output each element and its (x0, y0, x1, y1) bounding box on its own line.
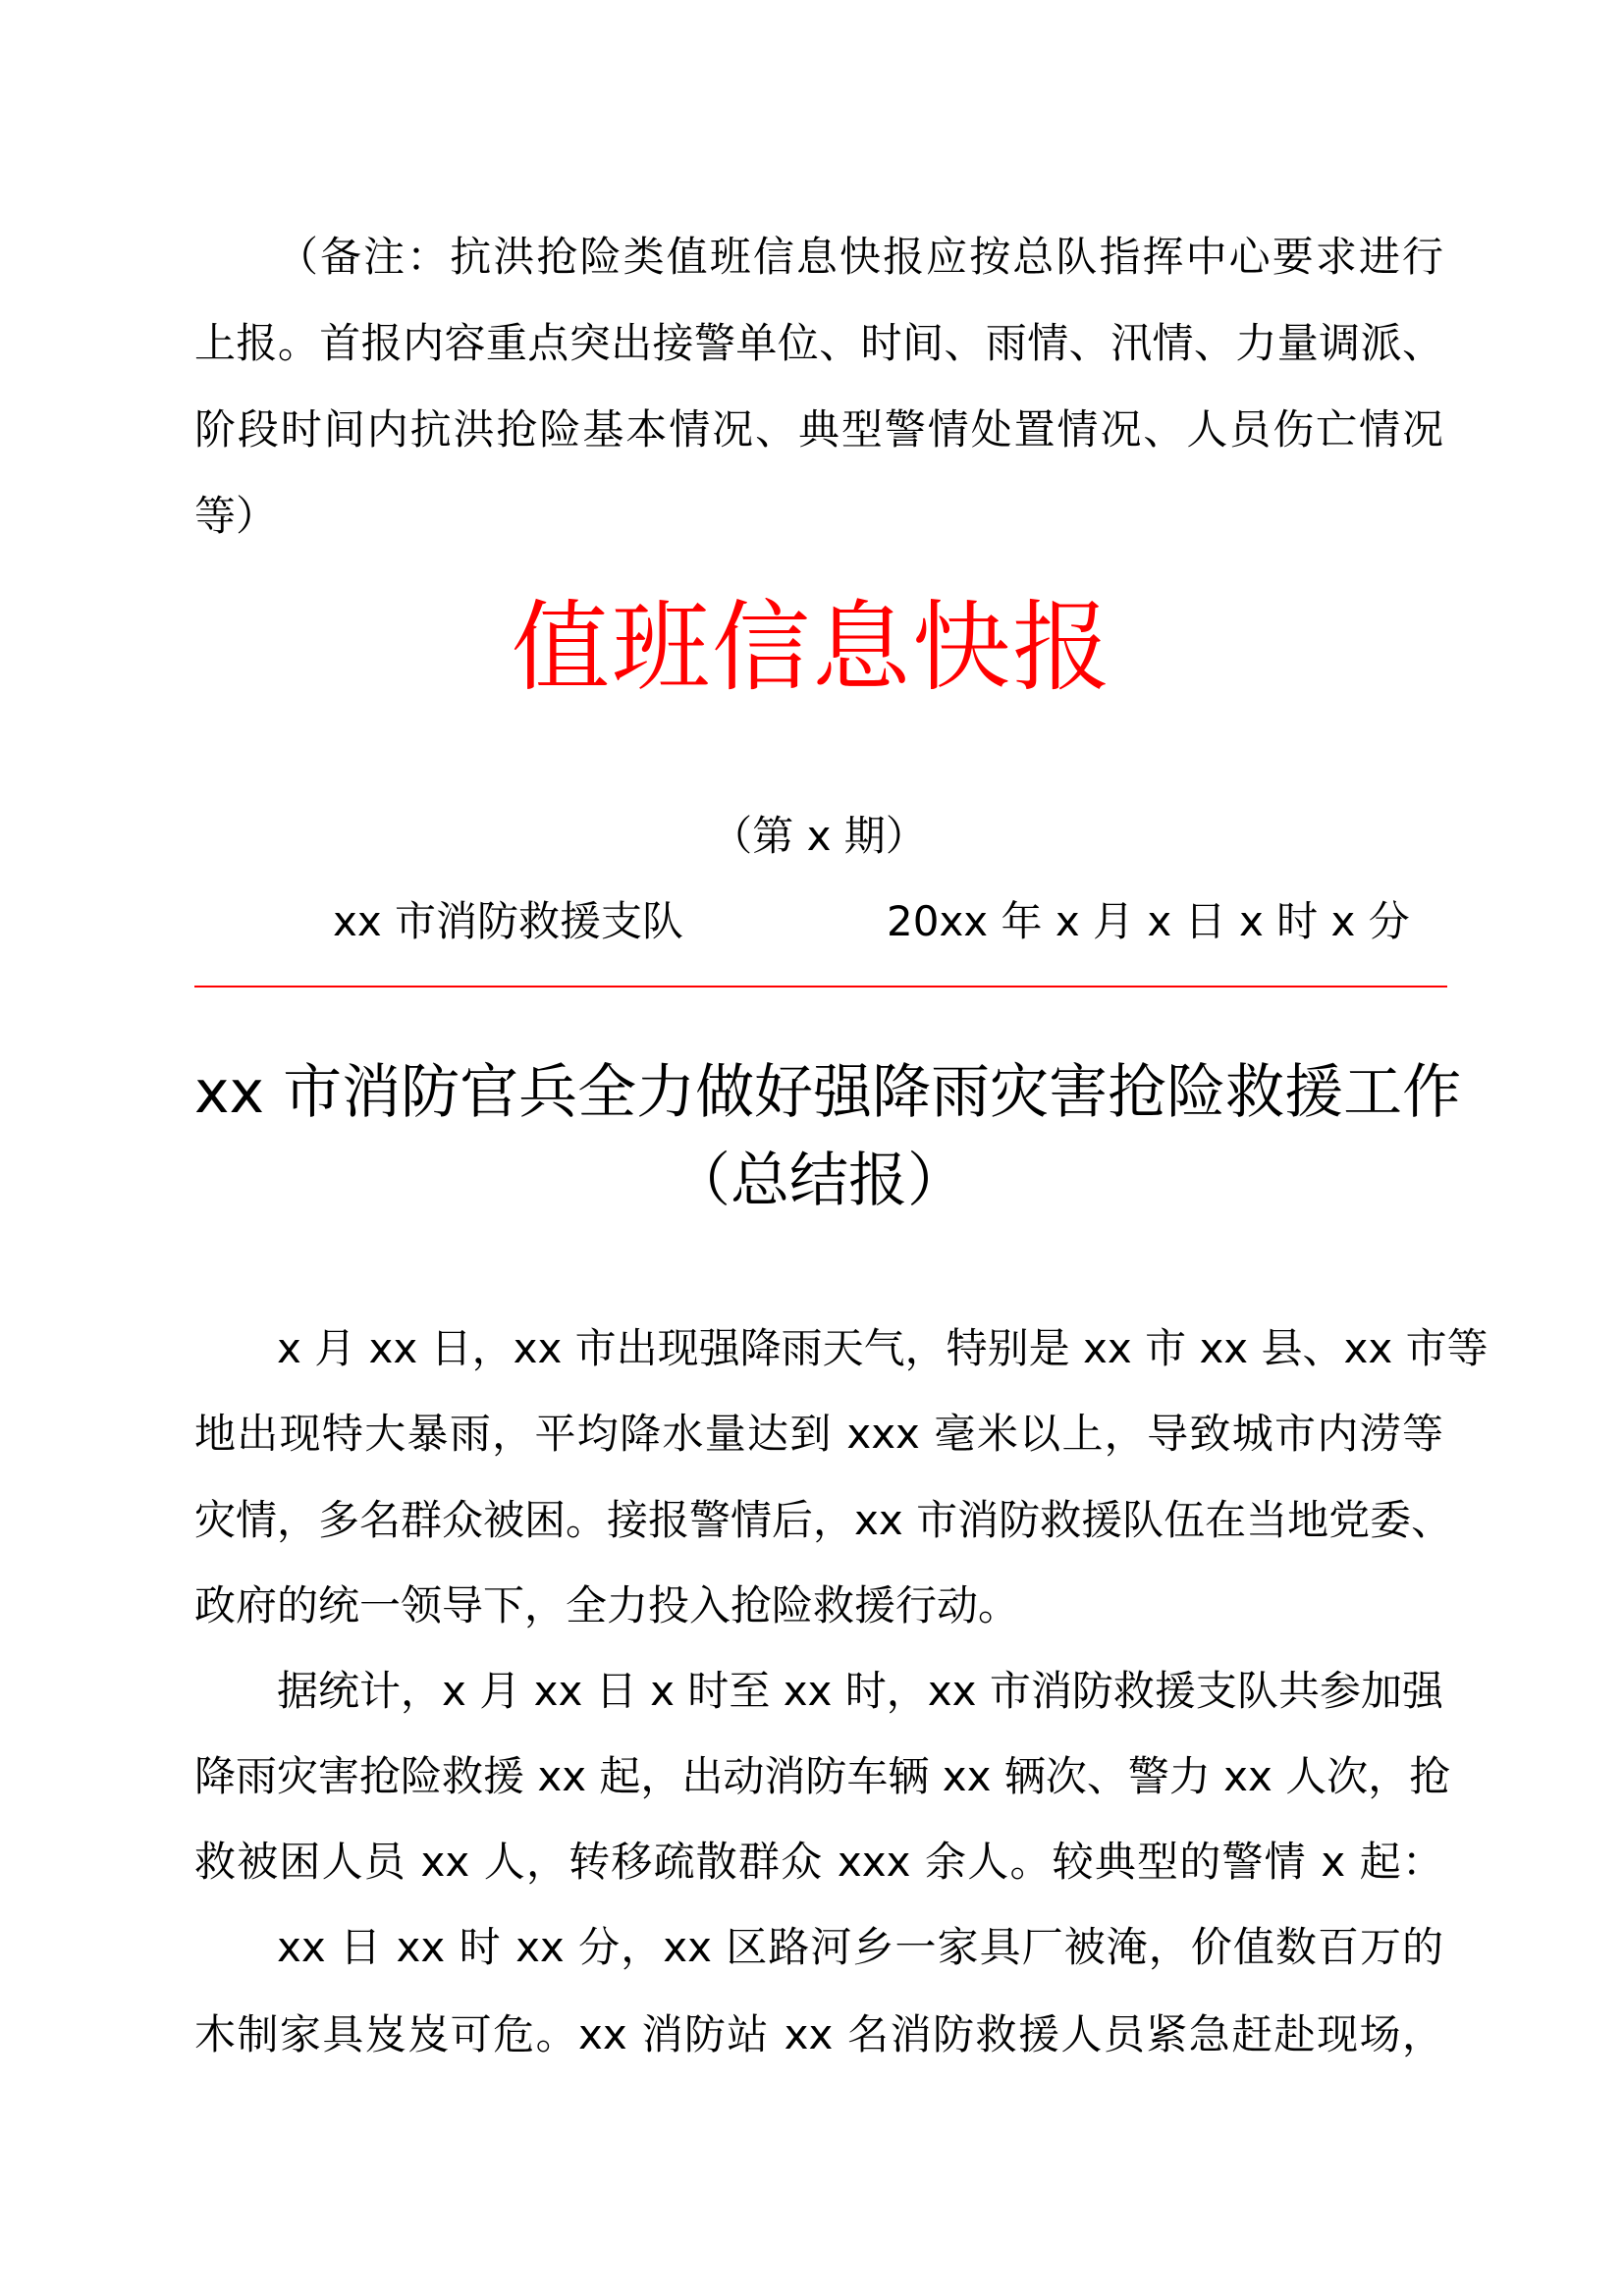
issue-datetime: 20xx 年 x 月 x 日 x 时 x 分 (887, 897, 1410, 945)
note-line: 等） (194, 492, 278, 540)
body-line: xx 日 xx 时 xx 分，xx 区路河乡一家具厂被淹，价值数百万的 (277, 1923, 1443, 1971)
article-heading: xx 市消防官兵全力做好强降雨灾害抢险救援工作 (194, 1058, 1462, 1127)
bulletin-title: 值班信息快报 (512, 590, 1112, 705)
body-line: 灾情，多名群众被困。接报警情后，xx 市消防救援队伍在当地党委、 (194, 1496, 1453, 1544)
body-line: x 月 xx 日，xx 市出现强降雨天气，特别是 xx 市 xx 县、xx 市等 (277, 1324, 1489, 1372)
body-line: 地出现特大暴雨，平均降水量达到 xxx 毫米以上，导致城市内涝等 (194, 1410, 1443, 1458)
article-subheading: （总结报） (672, 1147, 966, 1215)
note-line: 上报。首报内容重点突出接警单位、时间、雨情、汛情、力量调派、 (194, 319, 1443, 367)
issue-number: （第 x 期） (711, 812, 927, 860)
red-divider (194, 986, 1447, 988)
body-line: 政府的统一领导下，全力投入抢险救援行动。 (194, 1581, 1020, 1629)
note-line: （备注：抗洪抢险类值班信息快报应按总队指挥中心要求进行 (277, 233, 1443, 281)
body-line: 木制家具岌岌可危。xx 消防站 xx 名消防救援人员紧急赶赴现场， (194, 2010, 1443, 2058)
note-line: 阶段时间内抗洪抢险基本情况、典型警情处置情况、人员伤亡情况 (194, 405, 1443, 454)
body-line: 救被困人员 xx 人，转移疏散群众 xxx 余人。较典型的警情 x 起： (194, 1838, 1443, 1886)
body-line: 降雨灾害抢险救援 xx 起，出动消防车辆 xx 辆次、警力 xx 人次，抢 (194, 1752, 1451, 1800)
issuing-organization: xx 市消防救援支队 (333, 897, 684, 945)
body-line: 据统计，x 月 xx 日 x 时至 xx 时，xx 市消防救援支队共参加强 (277, 1667, 1443, 1715)
